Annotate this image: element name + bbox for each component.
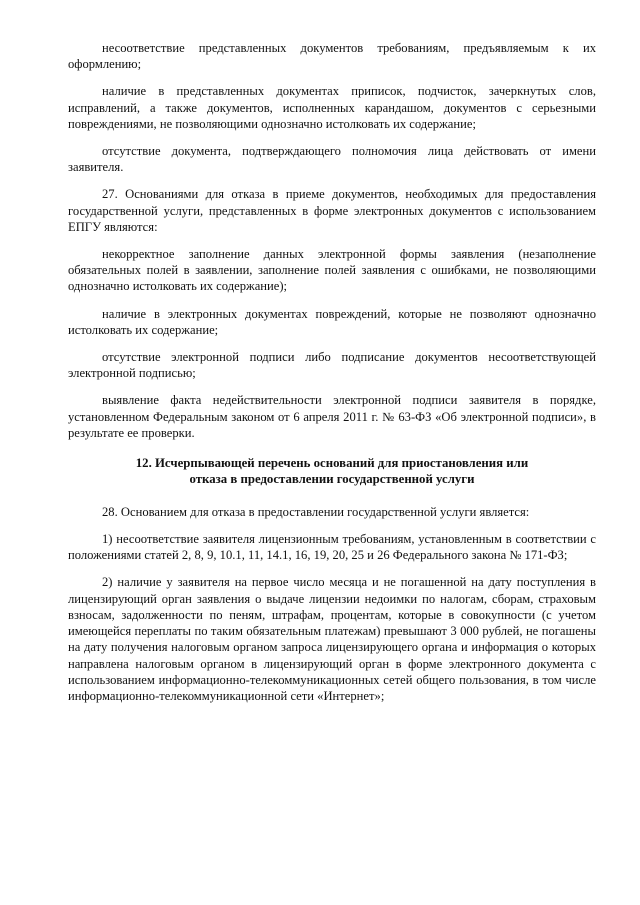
paragraph-damaged-documents: наличие в электронных документах повреждений, которые не позволяют однозначно истолковать их содержание; (68, 306, 596, 337)
paragraph-item-28: 28. Основанием для отказа в предоставлении государственной услуги является: (102, 504, 530, 519)
document-page (68, 40, 596, 715)
paragraph-authority-missing: отсутствие документа, подтверждающего полномочия лица действовать от имени заявителя. (68, 144, 596, 175)
paragraph-corrections: наличие в представленных документах приписок, подчисток, зачеркнутых слов, исправлений, а также документов, исполненных карандашом, документов с серьезными повреждениями, не позволяющими однозначно истолковать их содержание; (68, 84, 596, 131)
paragraph-invalid-signature: выявление факта недействительности электронной подписи заявителя в порядке, установленном Федеральным законом от 6 апреля 2011 г. № 63-ФЗ «Об электронной подписи», в результате ее проверки. (68, 393, 596, 440)
section-heading-line-2: отказа в предоставлении государственной услуги (189, 472, 475, 487)
paragraph-no-signature: отсутствие электронной подписи либо подписание документов несоответствующей электронной подписью; (68, 350, 596, 381)
paragraph-incorrect-form: некорректное заполнение данных электронной формы заявления (незаполнение обязательных полей в заявлении, заполнение полей заявления с ошибками, не позволяющими однозначно истолковать их содержание); (68, 247, 596, 294)
section-heading-line-1: 12. Исчерпывающей перечень оснований для приостановления или (135, 456, 529, 471)
paragraph-requirements-mismatch: несоответствие представленных документов требованиям, предъявляемым к их оформлению; (68, 41, 596, 72)
paragraph-item-28-2: 2) наличие у заявителя на первое число месяца и не погашенной на дату поступления в лицензирующий орган заявления о выдаче лицензии недоимки по налогам, сборам, страховым взносам, задолженности по пеням, штрафам, процентам, которые в совокупности (с учетом имеющейся переплаты по таким обязательным платежам) превышают 3 000 рублей, не погашены на дату получения налоговым органом запроса лицензирующего органа и информация о которых направлена налоговым органом в лицензирующий орган в форме электронного документа с использованием информационно-телекоммуникационных сетей общего пользования, в том числе информационно-телекоммуникационной сети «Интернет»; (68, 575, 596, 703)
paragraph-item-27: 27. Основаниями для отказа в приеме документов, необходимых для предоставления государственной услуги, представленных в форме электронных документов с использованием ЕПГУ являются: (68, 187, 596, 234)
section-heading-12 (68, 455, 596, 488)
paragraph-item-28-1: 1) несоответствие заявителя лицензионным требованиям, установленным в соответствии с положениями статей 2, 8, 9, 10.1, 11, 14.1, 16, 19, 20, 25 и 26 Федерального закона № 171-ФЗ; (68, 532, 596, 563)
